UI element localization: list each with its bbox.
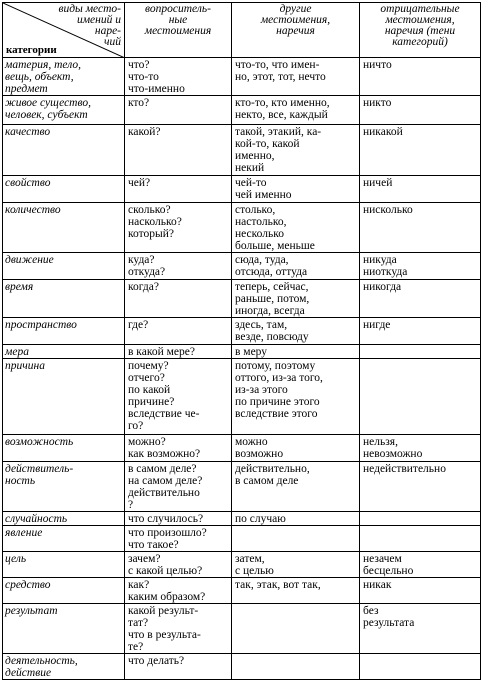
other-pronouns-cell — [232, 654, 360, 680]
table-row — [3, 578, 481, 604]
interrogative-cell: сколько? насколько? который? — [125, 203, 232, 253]
negative-cell — [360, 526, 481, 552]
category-cell: действитель- ность — [3, 462, 125, 512]
negative-cell: никак — [360, 578, 481, 604]
other-pronouns-cell: теперь, сейчас, раньше, потом, иногда, всегда — [232, 280, 360, 318]
other-pronouns-cell: по случаю — [232, 512, 360, 526]
other-pronouns-cell: затем, с целью — [232, 552, 360, 578]
table-row — [3, 58, 481, 96]
negative-cell: ничто — [360, 58, 481, 96]
header-kinds-label: виды место- имений и наре- чий — [58, 3, 121, 48]
interrogative-cell: кто? — [125, 96, 232, 125]
pronoun-category-table — [2, 2, 481, 680]
interrogative-cell: в самом деле? на самом деле? действительно ? — [125, 462, 232, 512]
interrogative-cell: где? — [125, 318, 232, 345]
category-cell: причина — [3, 359, 125, 435]
header-categories-label: категории — [6, 44, 57, 56]
negative-cell: никогда — [360, 280, 481, 318]
category-cell: мера — [3, 345, 125, 359]
negative-cell: нигде — [360, 318, 481, 345]
negative-cell — [360, 512, 481, 526]
table-row — [3, 203, 481, 253]
other-pronouns-cell — [232, 526, 360, 552]
other-pronouns-cell: столько, настолько, несколько больше, меньше — [232, 203, 360, 253]
interrogative-cell: какой? — [125, 125, 232, 176]
interrogative-cell: в какой мере? — [125, 345, 232, 359]
table-row — [3, 604, 481, 654]
table-row — [3, 512, 481, 526]
category-cell: свойство — [3, 176, 125, 203]
negative-cell: нисколько — [360, 203, 481, 253]
interrogative-cell: что случилось? — [125, 512, 232, 526]
interrogative-cell: куда? откуда? — [125, 253, 232, 280]
category-cell: результат — [3, 604, 125, 654]
category-cell: движение — [3, 253, 125, 280]
category-cell: время — [3, 280, 125, 318]
header-interrogative: вопроситель- ные местоимения — [125, 3, 232, 58]
header-row — [3, 3, 481, 58]
other-pronouns-cell: потому, поэтому оттого, из-за того, из-за этого по причине этого вследствие этого — [232, 359, 360, 435]
table-row — [3, 176, 481, 203]
other-pronouns-cell: что-то, что имен- но, этот, тот, нечто — [232, 58, 360, 96]
interrogative-cell: когда? — [125, 280, 232, 318]
negative-cell — [360, 345, 481, 359]
header-corner-cell — [3, 3, 125, 58]
other-pronouns-cell: так, этак, вот так, — [232, 578, 360, 604]
negative-cell: нельзя, невозможно — [360, 435, 481, 462]
header-negative: отрицательные местоимения, наречия (тени категорий) — [360, 3, 481, 58]
negative-cell: недействительно — [360, 462, 481, 512]
negative-cell — [360, 359, 481, 435]
interrogative-cell: как? каким образом? — [125, 578, 232, 604]
table-row — [3, 654, 481, 680]
table-row — [3, 253, 481, 280]
interrogative-cell: что произошло? что такое? — [125, 526, 232, 552]
table-row — [3, 96, 481, 125]
negative-cell: никто — [360, 96, 481, 125]
interrogative-cell: что? что-то что-именно — [125, 58, 232, 96]
table-row — [3, 462, 481, 512]
interrogative-cell: зачем? с какой целью? — [125, 552, 232, 578]
interrogative-cell: чей? — [125, 176, 232, 203]
other-pronouns-cell: действительно, в самом деле — [232, 462, 360, 512]
category-cell: пространство — [3, 318, 125, 345]
table-row — [3, 318, 481, 345]
other-pronouns-cell: можно возможно — [232, 435, 360, 462]
interrogative-cell: что делать? — [125, 654, 232, 680]
category-cell: деятельность, действие — [3, 654, 125, 680]
table-row — [3, 280, 481, 318]
category-cell: количество — [3, 203, 125, 253]
category-cell: средство — [3, 578, 125, 604]
other-pronouns-cell: здесь, там, везде, повсюду — [232, 318, 360, 345]
category-cell: живое существо, человек, субъект — [3, 96, 125, 125]
category-cell: случайность — [3, 512, 125, 526]
negative-cell: без результата — [360, 604, 481, 654]
interrogative-cell: можно? как возможно? — [125, 435, 232, 462]
category-cell: явление — [3, 526, 125, 552]
table-row — [3, 125, 481, 176]
negative-cell: никакой — [360, 125, 481, 176]
other-pronouns-cell: в меру — [232, 345, 360, 359]
interrogative-cell: почему? отчего? по какой причине? вследствие че- го? — [125, 359, 232, 435]
negative-cell: ничей — [360, 176, 481, 203]
category-cell: цель — [3, 552, 125, 578]
other-pronouns-cell: кто-то, кто именно, некто, все, каждый — [232, 96, 360, 125]
negative-cell — [360, 654, 481, 680]
negative-cell: никуда ниоткуда — [360, 253, 481, 280]
other-pronouns-cell: чей-то чей именно — [232, 176, 360, 203]
table-row — [3, 435, 481, 462]
interrogative-cell: какой результ- тат? что в результа- те? — [125, 604, 232, 654]
other-pronouns-cell: такой, этакий, ка- кой-то, какой именно, некий — [232, 125, 360, 176]
table-row — [3, 552, 481, 578]
table-row — [3, 526, 481, 552]
header-other: другие местоимения, наречия — [232, 3, 360, 58]
other-pronouns-cell: сюда, туда, отсюда, оттуда — [232, 253, 360, 280]
other-pronouns-cell — [232, 604, 360, 654]
table-row — [3, 345, 481, 359]
category-cell: качество — [3, 125, 125, 176]
category-cell: материя, тело, вещь, объект, предмет — [3, 58, 125, 96]
table-row — [3, 359, 481, 435]
category-cell: возможность — [3, 435, 125, 462]
negative-cell: незачем бесцельно — [360, 552, 481, 578]
